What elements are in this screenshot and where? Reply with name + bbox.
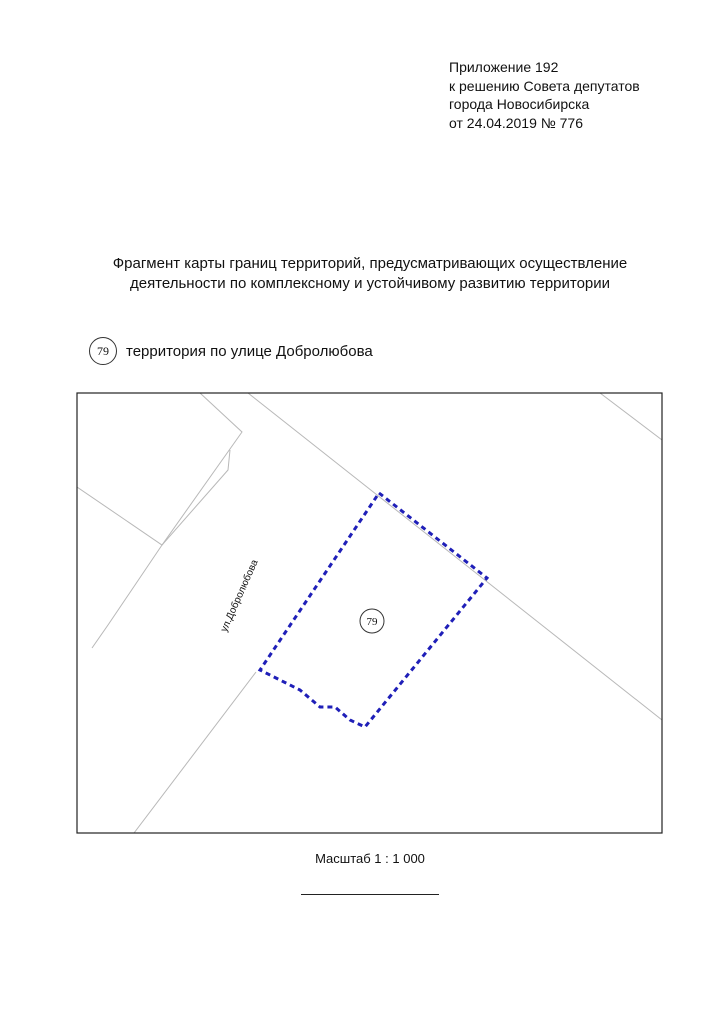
appendix-line: Приложение 192 — [449, 59, 559, 75]
parcel-boundary-line — [92, 450, 230, 648]
title-line: деятельности по комплексному и устойчивому развитию территории — [129, 274, 611, 292]
street-edge-line — [134, 672, 256, 833]
appendix-line: к решению Совета депутатов — [449, 77, 640, 94]
territory-number-badge: 79 — [89, 337, 117, 365]
appendix-line: от 24.04.2019 № 776 — [449, 114, 584, 131]
parcel-boundary-line — [600, 393, 662, 440]
legend-label: территория по улице Добролюбова — [126, 342, 373, 360]
territory-number-label: 79 — [366, 616, 378, 628]
building-outline — [77, 393, 242, 545]
map-scale: Масштаб 1 : 1 000 — [315, 851, 425, 866]
signature-line — [301, 894, 439, 895]
title-line: Фрагмент карты границ территорий, предусматривающих осуществление — [112, 255, 628, 272]
street-edge-line — [248, 393, 662, 720]
appendix-line: города Новосибирска — [449, 96, 590, 112]
street-label: ул.Добролюбова — [218, 558, 261, 634]
